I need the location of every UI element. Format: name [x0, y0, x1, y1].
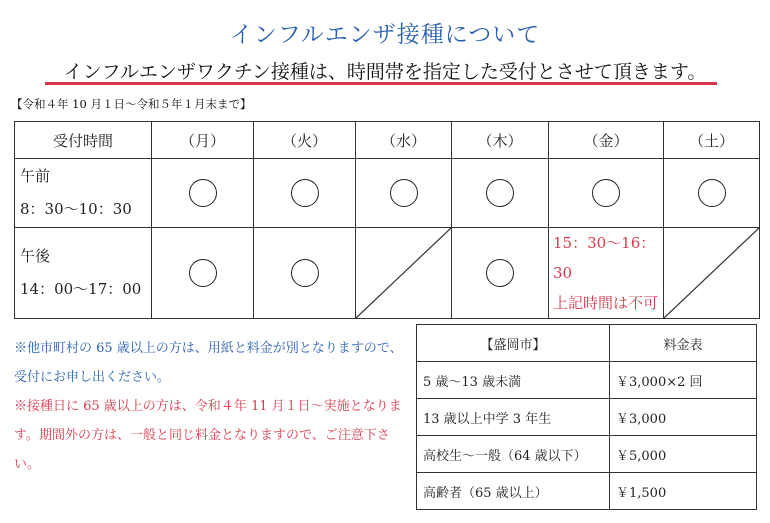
day-tue: （火） [254, 122, 356, 159]
schedule-table [14, 121, 760, 319]
fee-price: ￥5,000 [610, 436, 757, 473]
available-circle-icon [592, 179, 620, 207]
schedule-header-row [15, 122, 760, 159]
fee-row [417, 399, 757, 436]
fee-label: 高齢者（65 歳以上） [417, 473, 610, 510]
unavailable-slash-icon [356, 228, 451, 318]
fee-price: ￥1,500 [610, 473, 757, 510]
note-age-65: ※接種日に 65 歳以上の方は、令和４年 11 月１日～実施となります。期間外の方は、一般と同じ料金となりますので、ご注意下さい。 [14, 399, 402, 472]
page-title: インフルエンザ接種について [229, 22, 541, 48]
schedule-header-label: 受付時間 [15, 122, 152, 159]
day-sat: （土） [664, 122, 760, 159]
tue-morning-cell [254, 159, 356, 228]
wed-afternoon-cell [356, 228, 452, 319]
available-circle-icon [486, 259, 514, 287]
available-circle-icon [291, 179, 319, 207]
afternoon-row [15, 228, 760, 319]
period-text: 【令和４年 10 月１日～令和５年１月末まで】 [11, 97, 252, 111]
fee-row [417, 473, 757, 510]
fri-afternoon-note: 上記時間は不可 [553, 294, 659, 312]
sat-morning-cell [664, 159, 760, 228]
available-circle-icon [486, 179, 514, 207]
fee-label: 高校生～一般（64 歳以下） [417, 436, 610, 473]
fee-header-city: 【盛岡市】 [417, 325, 610, 362]
available-circle-icon [291, 259, 319, 287]
fee-label: 5 歳～13 歳未満 [417, 362, 610, 399]
morning-label-cell [15, 159, 152, 228]
afternoon-label-cell [15, 228, 152, 319]
wed-morning-cell [356, 159, 452, 228]
available-circle-icon [390, 179, 418, 207]
afternoon-time: 14：00～17：00 [20, 280, 142, 298]
sat-afternoon-cell [664, 228, 760, 319]
fee-header-title: 料金表 [610, 325, 757, 362]
fee-label: 13 歳以上中学 3 年生 [417, 399, 610, 436]
fri-afternoon-time: 15：30～16：30 [553, 234, 656, 282]
available-circle-icon [189, 179, 217, 207]
fee-price: ￥3,000×2 回 [610, 362, 757, 399]
fee-table [416, 324, 757, 510]
morning-row [15, 159, 760, 228]
fee-row [417, 362, 757, 399]
fee-header-row [417, 325, 757, 362]
day-mon: （月） [152, 122, 254, 159]
fri-morning-cell [549, 159, 664, 228]
available-circle-icon [189, 259, 217, 287]
thu-afternoon-cell [452, 228, 549, 319]
day-thu: （木） [452, 122, 549, 159]
mon-morning-cell [152, 159, 254, 228]
afternoon-label: 午後 [20, 247, 51, 265]
fee-price: ￥3,000 [610, 399, 757, 436]
morning-time: 8：30～10：30 [20, 200, 132, 218]
day-fri: （金） [549, 122, 664, 159]
subtitle-text: インフルエンザワクチン接種は、時間帯を指定した受付とさせて頂きます。 [63, 61, 707, 83]
fri-afternoon-cell [549, 228, 664, 319]
tue-afternoon-cell [254, 228, 356, 319]
note-other-municipality: ※他市町村の 65 歳以上の方は、用紙と料金が別となりますので、受付にお申し出ください。 [14, 341, 403, 385]
thu-morning-cell [452, 159, 549, 228]
mon-afternoon-cell [152, 228, 254, 319]
fee-row [417, 436, 757, 473]
morning-label: 午前 [20, 167, 51, 185]
subtitle-underline [45, 82, 717, 85]
unavailable-slash-icon [664, 228, 759, 318]
notes-block [14, 334, 414, 479]
available-circle-icon [698, 179, 726, 207]
day-wed: （水） [356, 122, 452, 159]
